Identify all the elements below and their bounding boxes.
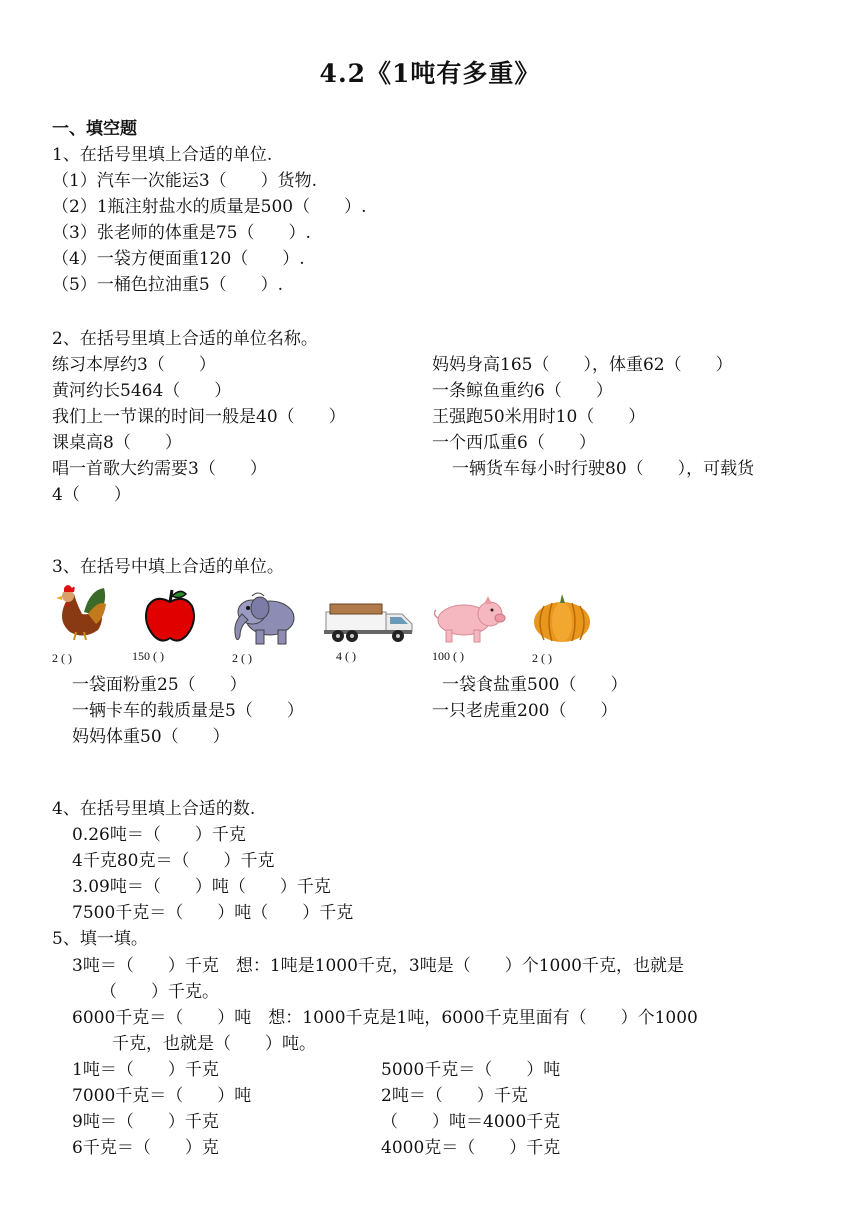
page-title: 4.2《1吨有多重》 xyxy=(319,59,541,88)
q4-heading: 4、在括号里填上合适的数. xyxy=(52,799,256,819)
q3-right-item: 一只老虎重200（ ） xyxy=(432,701,618,721)
q1-item: （1）汽车一次能运3（ ）货物. xyxy=(52,171,318,191)
q1-item: （4）一袋方便面重120（ ）. xyxy=(52,249,305,269)
q2-right-item: 王强跑50米用时10（ ） xyxy=(432,407,646,427)
picture-caption: 2 ( ) xyxy=(52,651,72,665)
q2-right-item: 一个西瓜重6（ ） xyxy=(432,433,596,453)
picture-caption: 100 ( ) xyxy=(432,649,464,663)
q2-wrap-line: 4（ ） xyxy=(52,485,131,505)
elephant-icon xyxy=(230,590,298,646)
q3-left-item: 一袋面粉重25（ ） xyxy=(72,675,247,695)
section-heading: 一、填空题 xyxy=(52,119,137,139)
q2-right-item: 妈妈身高165（ ），体重62（ ） xyxy=(432,355,733,375)
q5-left-item: 9吨＝（ ）千克 xyxy=(72,1112,219,1132)
picture-caption: 2 ( ) xyxy=(532,651,552,665)
q5-line: 3吨＝（ ）千克 想：1吨是1000千克，3吨是（ ）个1000千克，也就是 xyxy=(72,956,684,976)
q3-left-item: 一辆卡车的载质量是5（ ） xyxy=(72,701,304,721)
q2-left-item: 我们上一节课的时间一般是40（ ） xyxy=(52,407,346,427)
q2-left-item: 唱一首歌大约需要3（ ） xyxy=(52,459,267,479)
picture-caption: 150 ( ) xyxy=(132,649,164,663)
pig-icon xyxy=(434,596,506,644)
apple-icon xyxy=(142,588,198,644)
q5-left-item: 6千克＝（ ）克 xyxy=(72,1138,219,1158)
q5-heading: 5、填一填。 xyxy=(52,929,148,949)
q5-left-item: 1吨＝（ ）千克 xyxy=(72,1060,219,1080)
q2-heading: 2、在括号里填上合适的单位名称。 xyxy=(52,329,318,349)
q5-right-item: 2吨＝（ ）千克 xyxy=(381,1086,528,1106)
q4-item: 3.09吨＝（ ）吨（ ）千克 xyxy=(72,877,331,897)
q1-item: （5）一桶色拉油重5（ ）. xyxy=(52,275,284,295)
q5-left-item: 7000千克＝（ ）吨 xyxy=(72,1086,252,1106)
q2-left-item: 课桌高8（ ） xyxy=(52,433,182,453)
q1-item: （2）1瓶注射盐水的质量是500（ ）. xyxy=(52,197,367,217)
q5-line: 千克，也就是（ ）吨。 xyxy=(112,1034,316,1054)
picture-caption: 4 ( ) xyxy=(336,649,356,663)
q2-right-item: 一条鲸鱼重约6（ ） xyxy=(432,381,613,401)
q4-item: 0.26吨＝（ ）千克 xyxy=(72,825,246,845)
q4-item: 4千克80克＝（ ）千克 xyxy=(72,851,275,871)
q3-left-item: 妈妈体重50（ ） xyxy=(72,727,230,747)
q5-line: 6000千克＝（ ）吨 想：1000千克是1吨，6000千克里面有（ ）个1000 xyxy=(72,1008,698,1028)
q3-right-item: 一袋食盐重500（ ） xyxy=(442,675,628,695)
truck-icon xyxy=(324,600,414,644)
picture-caption: 2 ( ) xyxy=(232,651,252,665)
rooster-icon xyxy=(54,582,110,642)
q5-right-item: （ ）吨＝4000千克 xyxy=(381,1112,561,1132)
pumpkin-icon xyxy=(532,594,592,644)
q2-left-item: 练习本厚约3（ ） xyxy=(52,355,216,375)
q5-right-item: 5000千克＝（ ）吨 xyxy=(381,1060,561,1080)
q2-left-item: 黄河约长5464（ ） xyxy=(52,381,232,401)
q1-heading: 1、在括号里填上合适的单位. xyxy=(52,145,273,165)
q5-right-item: 4000克＝（ ）千克 xyxy=(381,1138,561,1158)
q1-item: （3）张老师的体重是75（ ）. xyxy=(52,223,311,243)
q2-right-item: 一辆货车每小时行驶80（ ），可载货 xyxy=(452,459,755,479)
q4-item: 7500千克＝（ ）吨（ ）千克 xyxy=(72,903,354,923)
q3-heading: 3、在括号中填上合适的单位。 xyxy=(52,557,284,577)
q5-line: （ ）千克。 xyxy=(100,982,219,1002)
